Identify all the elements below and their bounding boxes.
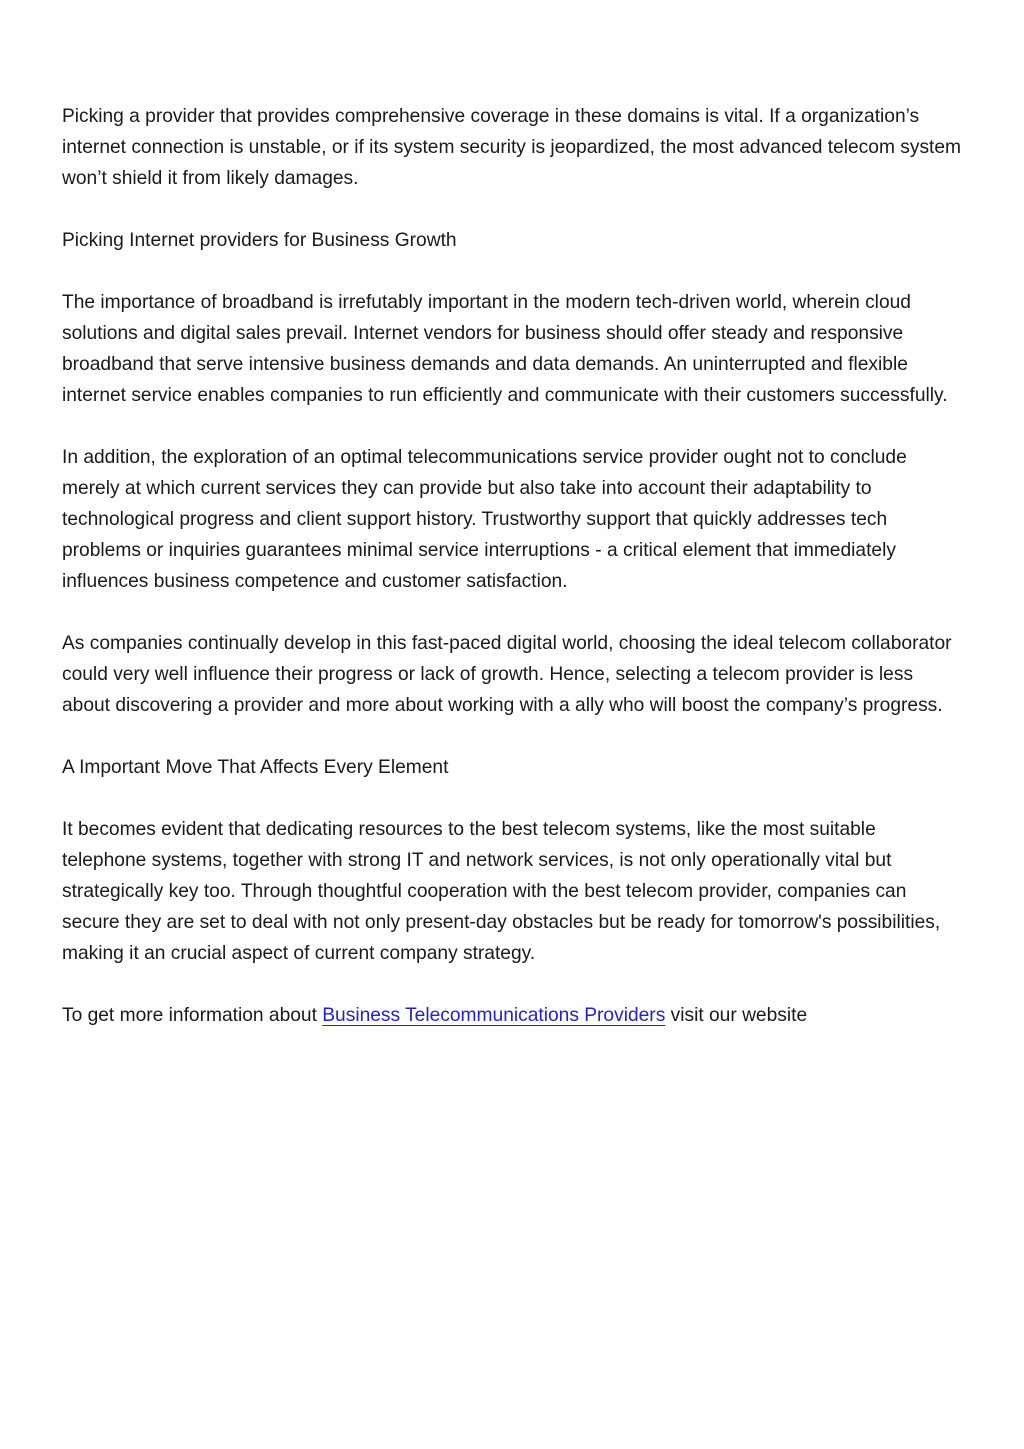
section-heading-business-growth: Picking Internet providers for Business Growth (62, 230, 457, 251)
closing-prefix: To get more information about (62, 1005, 323, 1026)
paragraph-dedicating-resources: It becomes evident that dedicating resources to the best telecom systems, like the most suitable telephone systems, together with strong IT and network services, is not only operationally vital but strategically key too. Through thoughtful cooperation with the best telecom provider, companies can secure they are set to deal with not only present-day obstacles but be ready for tomorrow's possibilities, making it an crucial aspect of current company strategy. (62, 819, 941, 964)
section-heading-important-move: A Important Move That Affects Every Element (62, 757, 449, 778)
paragraph-coverage: Picking a provider that provides comprehensive coverage in these domains is vital. If a organization’s internet connection is unstable, or if its system security is jeopardized, the most advanced telecom system won’t shield it from likely damages. (62, 106, 962, 189)
business-telecom-providers-link[interactable]: Business Telecommunications Providers (322, 1005, 666, 1026)
document-body (62, 101, 962, 1062)
paragraph-companies-develop: As companies continually develop in this fast-paced digital world, choosing the ideal telecom collaborator could very well influence their progress or lack of growth. Hence, selecting a telecom provider is less about discovering a provider and more about working with a ally who will boost the company’s progress. (62, 633, 952, 716)
paragraph-exploration: In addition, the exploration of an optimal telecommunications service provider ought not to conclude merely at which current services they can provide but also take into account their adaptability to technological progress and client support history. Trustworthy support that quickly addresses tech problems or inquiries guarantees minimal service interruptions - a critical element that immediately influences business competence and customer satisfaction. (62, 447, 907, 592)
paragraph-broadband: The importance of broadband is irrefutably important in the modern tech-driven world, wherein cloud solutions and digital sales prevail. Internet vendors for business should offer steady and responsive broadband that serve intensive business demands and data demands. An uninterrupted and flexible internet service enables companies to run efficiently and communicate with their customers successfully. (62, 292, 948, 406)
closing-suffix: visit our website (665, 1005, 808, 1026)
closing-line (62, 1000, 962, 1031)
